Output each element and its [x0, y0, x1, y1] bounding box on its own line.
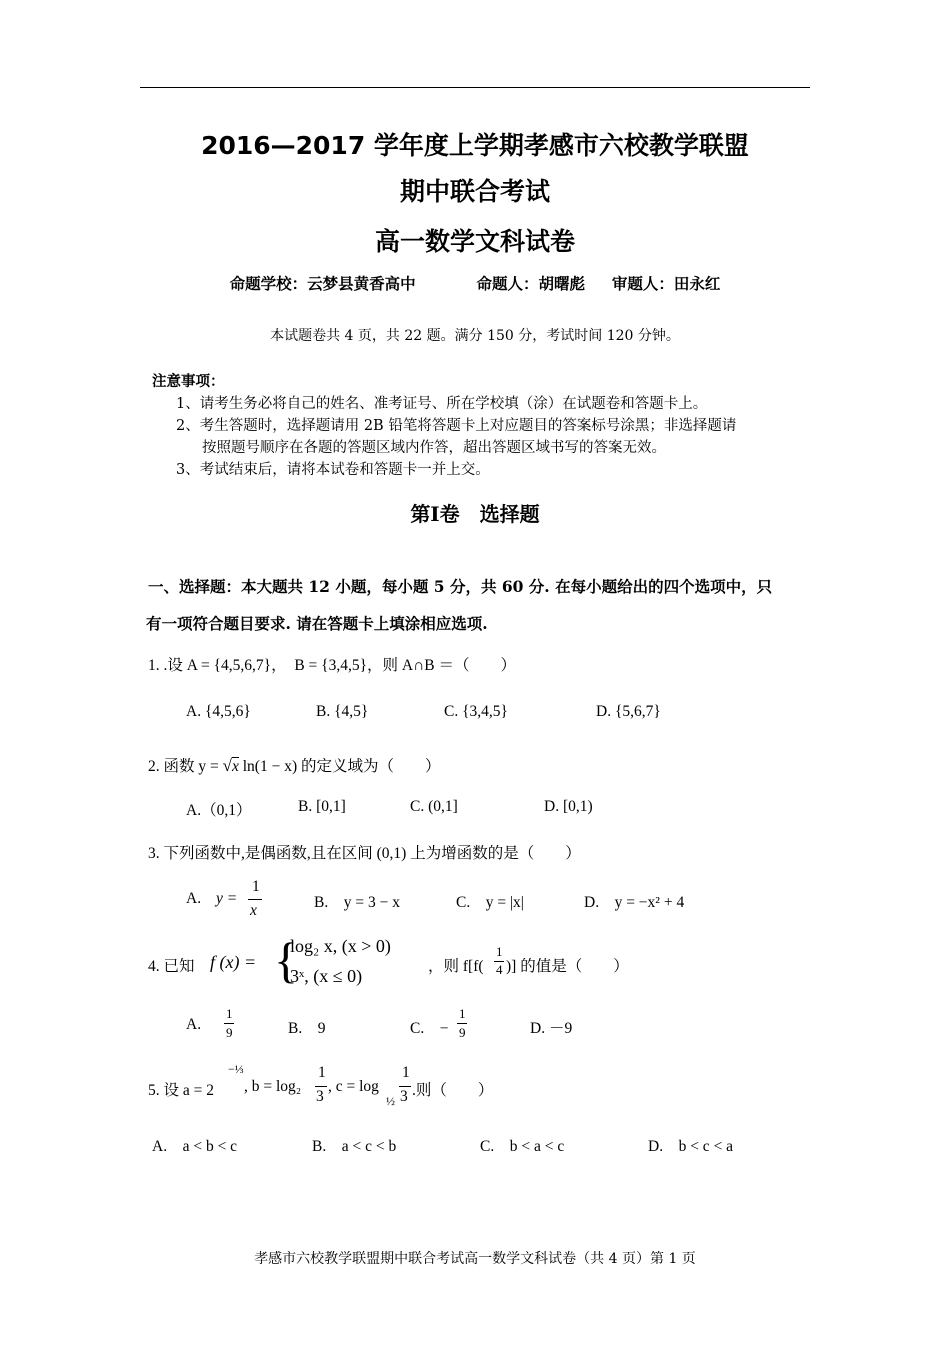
fraction-numerator: 1	[459, 1006, 466, 1021]
question-4-stem	[148, 934, 748, 994]
notice-item-2: 2、考生答题时，选择题请用 2B 铅笔将答题卡上对应题目的答案标号涂黑；非选择题请	[176, 418, 737, 434]
notice-title: 注意事项：	[152, 373, 225, 390]
question-4-fx: f (x) =	[210, 952, 257, 972]
section-heading-line-1: 一、选择题：本大题共 12 小题，每小题 5 分，共 60 分. 在每小题给出的四个选项中，只	[148, 577, 773, 596]
question-3-option-b: B. y = 3 − x	[314, 894, 400, 911]
question-2-sqrt-var: x	[231, 758, 239, 775]
question-4-suffix: )] 的值是（ ）	[506, 958, 629, 975]
option-a-label: A.	[186, 890, 202, 907]
question-5-mid-1: , b = log₂	[244, 1078, 302, 1095]
left-brace-icon: {	[274, 932, 298, 988]
fraction-numerator: 1	[496, 944, 503, 959]
fraction-bar	[248, 899, 262, 900]
question-3-stem: 3. 下列函数中,是偶函数,且在区间 (0,1) 上为增函数的是（ ）	[148, 845, 581, 862]
fraction-numerator: 1	[402, 1064, 410, 1081]
fraction-denominator: 9	[226, 1025, 233, 1040]
title-line-3: 高一数学文科试卷	[374, 227, 575, 256]
fraction-denominator: x	[250, 902, 257, 919]
fraction-bar	[457, 1023, 467, 1024]
authors-line	[0, 272, 950, 294]
notice-item-2-cont: 按照题号顺序在各题的答题区域内作答，超出答题区域书写的答案无效。	[202, 440, 666, 456]
question-1-option-c: C. {3,4,5}	[444, 703, 508, 720]
fraction-denominator: 3	[400, 1088, 408, 1105]
question-4-option-b: B. 9	[288, 1020, 326, 1037]
exam-info: 本试题卷共 4 页，共 22 题。满分 150 分，考试时间 120 分钟。	[270, 328, 680, 344]
fraction-bar	[399, 1086, 411, 1087]
question-5-prefix: 5. 设 a = 2	[148, 1082, 214, 1099]
fraction-bar	[224, 1023, 234, 1024]
option-a-lhs: y =	[216, 890, 238, 907]
title-line-1: 2016—2017 学年度上学期孝感市六校教学联盟	[201, 131, 749, 160]
title-line-2: 期中联合考试	[399, 177, 550, 206]
section-heading-line-2: 有一项符合题目要求. 请在答题卡上填涂相应选项.	[146, 614, 488, 633]
notice-item-1: 1、请考生务必将自己的姓名、准考证号、所在学校填（涂）在试题卷和答题卡上。	[176, 396, 708, 412]
question-4-case-1: log₂ x, (x > 0)	[290, 936, 391, 956]
top-rule	[140, 87, 810, 88]
question-5-exponent: −⅓	[228, 1062, 244, 1076]
question-2-suffix: ln(1 − x) 的定义域为（ ）	[238, 758, 441, 775]
question-4-mid: ，则 f[f(	[428, 958, 484, 975]
question-2-option-d: D. [0,1)	[544, 798, 593, 815]
question-4-option-d: D. －9	[530, 1020, 573, 1037]
fraction-denominator: 4	[496, 962, 503, 977]
question-5-mid-2: , c = log	[328, 1078, 379, 1095]
question-2-option-c: C. (0,1]	[410, 798, 458, 815]
option-c-label: C. −	[410, 1020, 449, 1037]
volume-title: 第Ⅰ卷 选择题	[410, 502, 540, 526]
fraction-denominator: 9	[459, 1025, 466, 1040]
fraction-bar	[315, 1086, 327, 1087]
question-5-log-base: ½	[386, 1094, 395, 1108]
question-4-option-a	[186, 1006, 266, 1046]
question-5-option-d: D. b < c < a	[648, 1138, 734, 1155]
sqrt-sign-icon: √	[222, 756, 232, 775]
question-4-case-2: 3ˣ, (x ≤ 0)	[290, 966, 363, 986]
question-2-option-b: B. [0,1]	[298, 798, 346, 815]
author-label: 命题人：胡曙彪	[476, 274, 585, 293]
question-2-stem	[148, 754, 440, 776]
fraction-numerator: 1	[226, 1006, 233, 1021]
reviewer-label: 审题人：田永红	[611, 274, 721, 293]
question-5-option-b: B. a < c < b	[312, 1138, 397, 1155]
question-2-option-a: A.（0,1）	[186, 802, 252, 819]
school-label: 命题学校：云梦县黄香高中	[229, 274, 416, 293]
question-5-suffix: .则（ ）	[412, 1082, 494, 1099]
fraction-numerator: 1	[318, 1064, 326, 1081]
question-2-prefix: 2. 函数 y =	[148, 758, 223, 775]
question-1-option-d: D. {5,6,7}	[596, 703, 661, 720]
option-a-label: A.	[186, 1016, 202, 1033]
notice-item-3: 3、考试结束后，请将本试卷和答题卡一并上交。	[176, 462, 490, 478]
question-1-stem: 1. .设 A = {4,5,6,7}， B = {3,4,5}，则 A∩B ＝（ ）	[148, 657, 517, 674]
question-3-option-c: C. y = |x|	[456, 894, 524, 911]
question-5-stem	[148, 1060, 668, 1116]
fraction-numerator: 1	[252, 878, 260, 895]
question-4-option-c	[410, 1006, 490, 1046]
question-3-option-d: D. y = −x² + 4	[584, 894, 685, 911]
question-1-option-b: B. {4,5}	[316, 703, 369, 720]
question-5-option-a: A. a < b < c	[152, 1138, 238, 1155]
page-footer: 孝感市六校教学联盟期中联合考试高一数学文科试卷（共 4 页）第 1 页	[254, 1251, 696, 1267]
question-1-option-a: A. {4,5,6}	[186, 703, 251, 720]
question-4-prefix: 4. 已知	[148, 958, 195, 975]
fraction-denominator: 3	[316, 1088, 324, 1105]
question-5-option-c: C. b < a < c	[480, 1138, 565, 1155]
